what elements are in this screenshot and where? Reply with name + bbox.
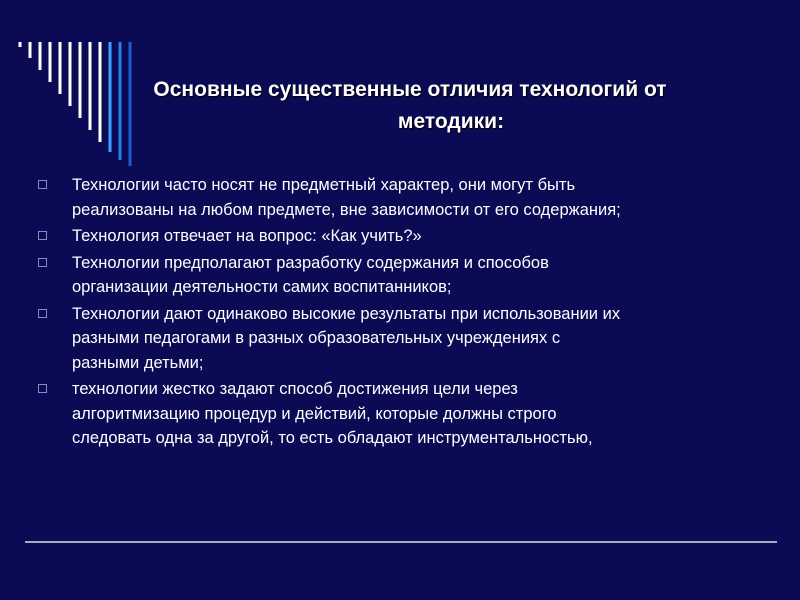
bullet-line: организации деятельности самих воспитанников; (72, 278, 452, 296)
title-line-1: Основные существенные отличия технологий от (153, 78, 667, 101)
hollow-square-bullet-icon (38, 384, 47, 393)
hollow-square-bullet-icon (38, 309, 47, 318)
bullet-line: следовать одна за другой, то есть обладают инструментальностью, (72, 429, 593, 447)
bottom-divider (25, 541, 777, 543)
bullet-line: разными педагогами в разных образовательных учреждениях с (72, 329, 561, 347)
bullet-line: Технологии часто носят не предметный характер, они могут быть (72, 176, 576, 194)
hollow-square-bullet-icon (38, 258, 47, 267)
hollow-square-bullet-icon (38, 180, 47, 189)
bullet-line: реализованы на любом предмете, вне зависимости от его содержания; (72, 200, 621, 219)
bullet-item (38, 251, 768, 300)
bullet-line: алгоритмизацию процедур и действий, которые должны строго (72, 404, 557, 423)
bullet-list (38, 173, 768, 453)
hollow-square-bullet-icon (38, 231, 47, 240)
bullet-line: Технология отвечает на вопрос: «Как учить?» (72, 227, 422, 245)
bullet-line: Технологии дают одинаково высокие результаты при использовании их (72, 304, 621, 323)
bullet-item (38, 377, 768, 451)
bullet-line: Технологии предполагают разработку содержания и способов (72, 253, 549, 272)
bullet-item (38, 224, 768, 249)
title-line-2: методики: (397, 110, 505, 133)
bullet-line: разными детьми; (72, 353, 204, 372)
bullet-item (38, 173, 768, 222)
bullet-line: технологии жестко задают способ достижения цели через (72, 380, 518, 398)
slide-title (60, 74, 760, 138)
bullet-item (38, 302, 768, 376)
